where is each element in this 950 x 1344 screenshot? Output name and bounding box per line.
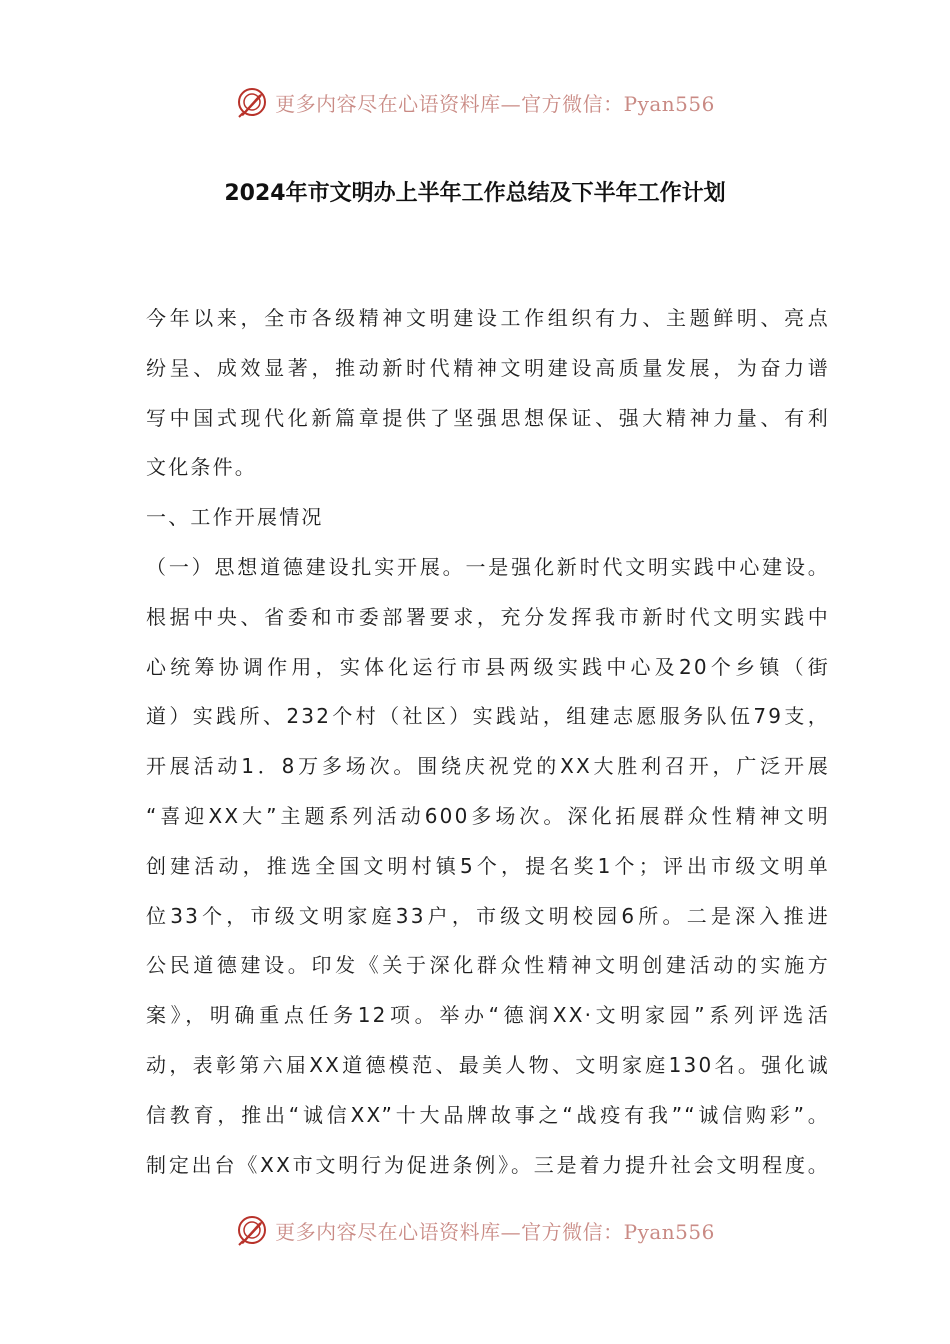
- body-line: 公民道德建设。印发《关于深化群众性精神文明创建活动的实施方: [146, 953, 830, 978]
- body-line: 文化条件。: [146, 455, 257, 480]
- body-line: 开展活动1．8万多场次。围绕庆祝党的XX大胜利召开，广泛开展: [146, 754, 830, 779]
- header-watermark-text: 更多内容尽在心语资料库—官方微信：Pyan556: [275, 91, 715, 116]
- body-line: 案》，明确重点任务12项。举办“德润XX·文明家园”系列评选活: [146, 1003, 830, 1028]
- footer-watermark-banner: [0, 1210, 950, 1250]
- body-line: 道）实践所、232个村（社区）实践站，组建志愿服务队伍79支，: [146, 704, 830, 729]
- body-line: 信教育，推出“诚信XX”十大品牌故事之“战疫有我”“诚信购彩”。: [146, 1102, 830, 1127]
- body-line: 位33个，市级文明家庭33户，市级文明校园6所。二是深入推进: [146, 903, 830, 928]
- body-line: 写中国式现代化新篇章提供了坚强思想保证、强大精神力量、有利: [146, 405, 830, 430]
- header-watermark-banner: [0, 82, 950, 122]
- document-title: 2024年市文明办上半年工作总结及下半年工作计划: [224, 181, 726, 206]
- footer-watermark-text: 更多内容尽在心语资料库—官方微信：Pyan556: [275, 1219, 715, 1244]
- body-line: 今年以来，全市各级精神文明建设工作组织有力、主题鲜明、亮点: [146, 306, 830, 330]
- body-line: 创建活动，推选全国文明村镇5个，提名奖1个；评出市级文明单: [146, 853, 830, 878]
- body-line: 动，表彰第六届XX道德模范、最美人物、文明家庭130名。强化诚: [146, 1052, 830, 1077]
- section-heading: 一、工作开展情况: [146, 505, 324, 530]
- pen-logo-icon: [235, 85, 269, 119]
- body-line: （一）思想道德建设扎实开展。一是强化新时代文明实践中心建设。: [146, 554, 830, 579]
- body-line: 纷呈、成效显著，推动新时代精神文明建设高质量发展，为奋力谱: [146, 355, 830, 380]
- body-line: 心统筹协调作用，实体化运行市县两级实践中心及20个乡镇（街: [146, 654, 830, 679]
- body-line: “喜迎XX大”主题系列活动600多场次。深化拓展群众性精神文明: [146, 803, 830, 828]
- body-line: 制定出台《XX市文明行为促进条例》。三是着力提升社会文明程度。: [146, 1152, 830, 1177]
- body-line: 根据中央、省委和市委部署要求，充分发挥我市新时代文明实践中: [146, 604, 830, 629]
- pen-logo-icon: [235, 1213, 269, 1247]
- document-body: [146, 294, 830, 1190]
